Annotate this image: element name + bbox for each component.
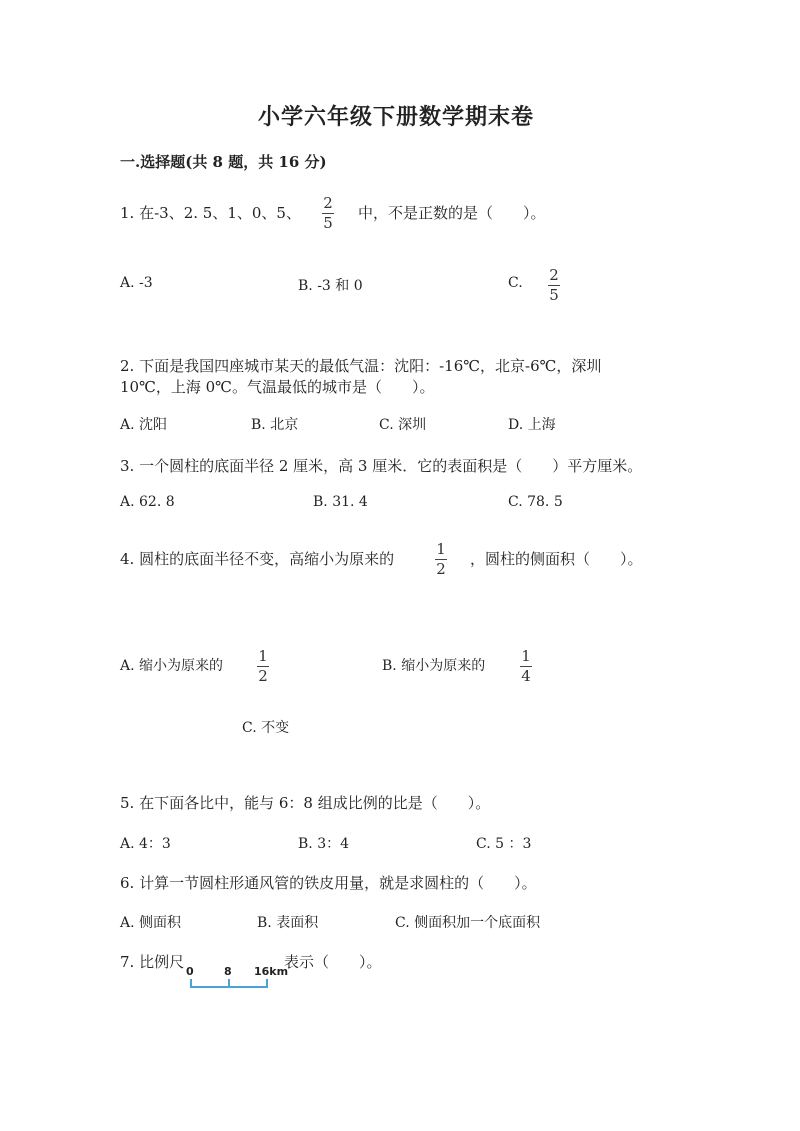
question-5-option-a[interactable]: A. 4：3 <box>120 836 171 852</box>
question-2-option-c[interactable]: C. 深圳 <box>379 417 427 433</box>
scale-tick-16 <box>266 979 268 987</box>
question-4-option-a-fraction <box>257 648 269 685</box>
question-4-option-c[interactable]: C. 不变 <box>242 720 290 736</box>
question-6-option-c[interactable]: C. 侧面积加一个底面积 <box>395 915 541 931</box>
question-1-option-b[interactable]: B. -3 和 0 <box>298 278 363 294</box>
question-6-option-a[interactable]: A. 侧面积 <box>120 915 182 931</box>
question-4-option-a[interactable]: A. 缩小为原来的 <box>120 658 224 674</box>
page-title: 小学六年级下册数学期末卷 <box>258 104 535 130</box>
question-2-line-2: 10℃，上海 0℃。气温最低的城市是（ ）。 <box>120 378 435 396</box>
question-5-option-b[interactable]: B. 3：4 <box>298 836 350 852</box>
fraction-numerator: 2 <box>323 194 333 212</box>
question-4-stem: 4. 圆柱的底面半径不变，高缩小为原来的 <box>120 550 395 568</box>
scale-label-8: 8 <box>224 965 232 978</box>
question-5-option-c[interactable]: C. 5 ：3 <box>476 836 532 852</box>
question-7-tail: 表示（ ）。 <box>284 953 382 971</box>
question-1-option-a[interactable]: A. -3 <box>120 275 153 291</box>
question-4-fraction <box>435 541 447 578</box>
section-heading: 一.选择题(共 8 题，共 16 分) <box>120 153 327 171</box>
question-3-stem: 3. 一个圆柱的底面半径 2 厘米，高 3 厘米．它的表面积是（ ）平方厘米。 <box>120 457 643 475</box>
question-1-option-c-fraction <box>548 267 560 304</box>
scale-label-0: 0 <box>186 965 194 978</box>
scale-tick-0 <box>190 979 192 987</box>
question-3-option-c[interactable]: C. 78. 5 <box>508 494 563 510</box>
question-1-stem: 1. 在-3、2. 5、1、0、5、 <box>120 204 301 222</box>
fraction-numerator: 1 <box>436 540 446 558</box>
question-6-stem: 6. 计算一节圆柱形通风管的铁皮用量，就是求圆柱的（ ）。 <box>120 874 537 892</box>
fraction-denominator: 2 <box>258 667 268 685</box>
scale-tick-8 <box>228 979 230 987</box>
question-2-option-d[interactable]: D. 上海 <box>508 417 556 433</box>
question-2-option-a[interactable]: A. 沈阳 <box>120 417 168 433</box>
question-6-option-b[interactable]: B. 表面积 <box>257 915 319 931</box>
fraction-denominator: 4 <box>521 667 531 685</box>
question-4-option-b[interactable]: B. 缩小为原来的 <box>382 658 486 674</box>
question-1-fraction <box>322 195 334 232</box>
question-2-line-1: 2. 下面是我国四座城市某天的最低气温：沈阳：-16℃，北京-6℃，深圳 <box>120 357 602 375</box>
fraction-denominator: 5 <box>549 286 559 304</box>
fraction-denominator: 2 <box>436 560 446 578</box>
fraction-denominator: 5 <box>323 214 333 232</box>
question-1-option-c[interactable]: C. <box>508 275 523 291</box>
fraction-numerator: 1 <box>258 647 268 665</box>
question-5-stem: 5. 在下面各比中，能与 6：8 组成比例的比是（ ）。 <box>120 794 491 812</box>
question-2-option-b[interactable]: B. 北京 <box>251 417 299 433</box>
question-7-stem: 7. 比例尺 <box>120 953 185 971</box>
fraction-numerator: 1 <box>521 647 531 665</box>
scale-label-16km: 16km <box>254 965 289 978</box>
question-4-tail: ，圆柱的侧面积（ ）。 <box>470 550 643 568</box>
question-1-tail: 中，不是正数的是（ ）。 <box>358 204 546 222</box>
scale-bar-figure <box>186 965 289 991</box>
fraction-numerator: 2 <box>549 266 559 284</box>
question-3-option-b[interactable]: B. 31. 4 <box>313 494 368 510</box>
question-3-option-a[interactable]: A. 62. 8 <box>120 494 175 510</box>
question-4-option-b-fraction <box>520 648 532 685</box>
